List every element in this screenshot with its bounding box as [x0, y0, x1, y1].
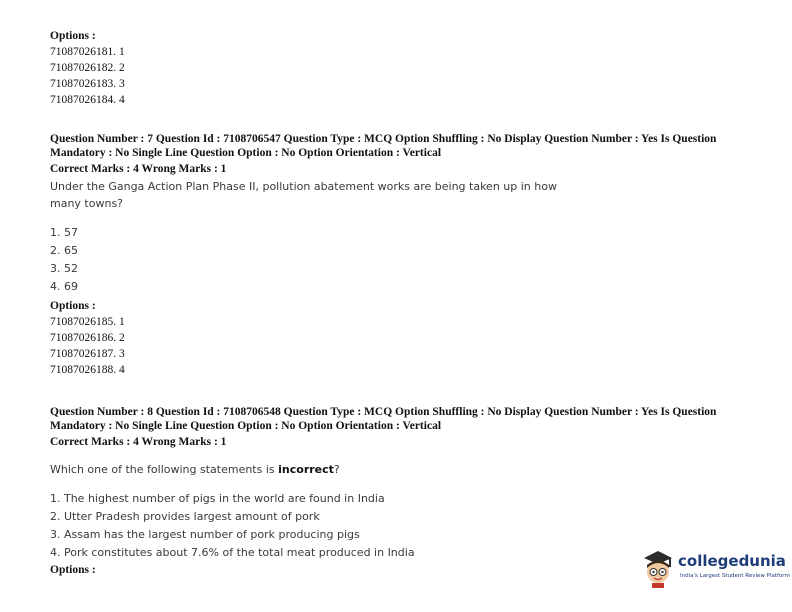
- question-7: [50, 132, 760, 378]
- question-text: [50, 178, 760, 212]
- question-text-pre: Which one of the following statements is: [50, 463, 279, 476]
- collegedunia-logo: [640, 548, 790, 592]
- option-id: 71087026182. 2: [50, 62, 125, 74]
- answer-choice: 4. 69: [50, 280, 78, 293]
- previous-options-block: [50, 28, 760, 108]
- option-id: 71087026187. 3: [50, 348, 125, 360]
- answer-choice: 2. Utter Pradesh provides largest amount of pork: [50, 510, 320, 523]
- option-id: 71087026183. 3: [50, 78, 125, 90]
- mascot-icon: [640, 548, 676, 588]
- answer-choice: 1. The highest number of pigs in the world are found in India: [50, 492, 385, 505]
- question-meta: Question Number : 8 Question Id : 7108706548 Question Type : MCQ Option Shuffling : No Display Question Number : Yes Is Question: [50, 406, 717, 418]
- option-id: 71087026186. 2: [50, 332, 125, 344]
- answer-choices: [50, 224, 760, 296]
- question-text-line: Under the Ganga Action Plan Phase II, pollution abatement works are being taken up in how: [50, 180, 557, 193]
- answer-choice: 3. 52: [50, 262, 78, 275]
- options-label: Options :: [50, 300, 96, 312]
- question-meta: Mandatory : No Single Line Question Option : No Option Orientation : Vertical: [50, 420, 442, 432]
- logo-name: collegedunia: [678, 552, 786, 570]
- question-meta: Question Number : 7 Question Id : 7108706547 Question Type : MCQ Option Shuffling : No Display Question Number : Yes Is Question: [50, 133, 717, 145]
- options-label: Options :: [50, 564, 96, 576]
- question-meta: Mandatory : No Single Line Question Option : No Option Orientation : Vertical: [50, 147, 442, 159]
- question-text: [50, 461, 760, 478]
- answer-choice: 1. 57: [50, 226, 78, 239]
- question-marks: Correct Marks : 4 Wrong Marks : 1: [50, 436, 227, 448]
- question-text-post: ?: [333, 463, 340, 476]
- option-id: 71087026184. 4: [50, 94, 125, 106]
- option-id: 71087026188. 4: [50, 364, 125, 376]
- question-text-emphasis: incorrect: [278, 463, 334, 476]
- answer-choice: 2. 65: [50, 244, 78, 257]
- option-id: 71087026181. 1: [50, 46, 125, 58]
- logo-tagline: India's Largest Student Review Platform: [680, 573, 790, 579]
- answer-choice: 3. Assam has the largest number of pork producing pigs: [50, 528, 360, 541]
- options-list: [50, 298, 760, 378]
- question-text-line: many towns?: [50, 197, 124, 210]
- answer-choice: 4. Pork constitutes about 7.6% of the total meat produced in India: [50, 546, 415, 559]
- options-label: Options :: [50, 30, 96, 42]
- option-id: 71087026185. 1: [50, 316, 125, 328]
- question-marks: Correct Marks : 4 Wrong Marks : 1: [50, 163, 227, 175]
